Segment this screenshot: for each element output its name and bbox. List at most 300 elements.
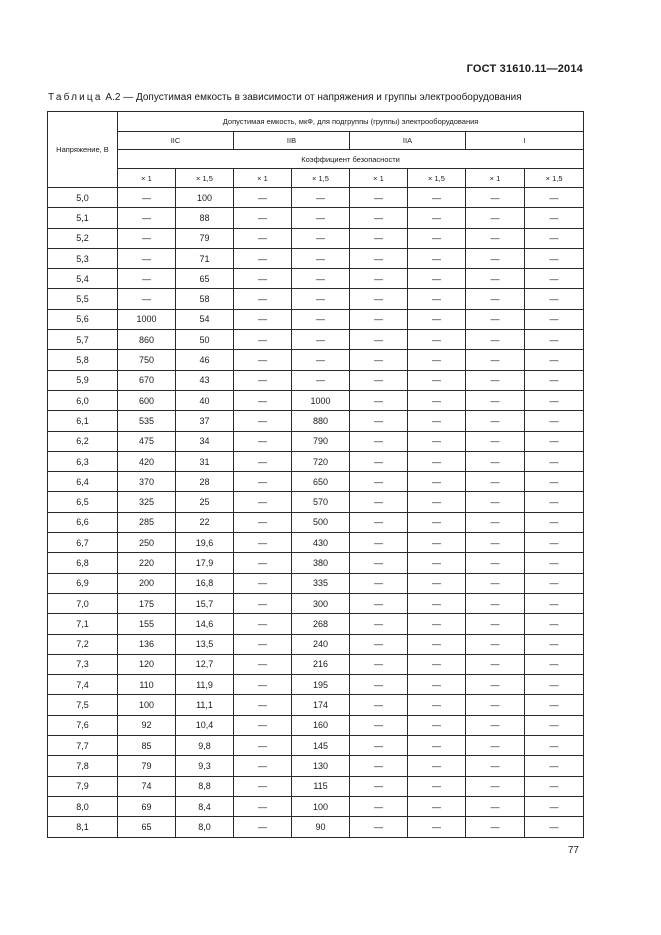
capacity-cell: 17,9 bbox=[176, 553, 234, 573]
capacity-cell: 100 bbox=[118, 695, 176, 715]
capacity-cell: — bbox=[234, 350, 292, 370]
capacity-cell: 13,5 bbox=[176, 634, 234, 654]
capacity-cell: — bbox=[466, 593, 525, 613]
caption-number: А.2 bbox=[105, 92, 121, 103]
capacity-cell: — bbox=[466, 634, 525, 654]
voltage-cell: 6,2 bbox=[48, 431, 118, 451]
capacity-cell: — bbox=[350, 350, 408, 370]
capacity-cell: — bbox=[466, 472, 525, 492]
capacity-cell: — bbox=[525, 208, 584, 228]
capacity-cell: — bbox=[408, 796, 466, 816]
capacity-cell: — bbox=[350, 289, 408, 309]
capacity-cell: 1000 bbox=[292, 390, 350, 410]
capacity-cell: — bbox=[408, 715, 466, 735]
capacity-cell: — bbox=[525, 188, 584, 208]
capacity-cell: — bbox=[408, 431, 466, 451]
capacity-cell: — bbox=[466, 614, 525, 634]
capacity-cell: 174 bbox=[292, 695, 350, 715]
capacity-cell: — bbox=[525, 533, 584, 553]
capacity-cell: — bbox=[408, 289, 466, 309]
capacity-cell: — bbox=[466, 654, 525, 674]
capacity-cell: 195 bbox=[292, 675, 350, 695]
capacity-cell: — bbox=[234, 796, 292, 816]
table-row bbox=[48, 533, 584, 553]
capacity-cell: — bbox=[234, 492, 292, 512]
capacity-cell: — bbox=[350, 675, 408, 695]
capacity-cell: — bbox=[466, 208, 525, 228]
capacity-cell: — bbox=[525, 654, 584, 674]
capacity-cell: — bbox=[350, 512, 408, 532]
capacity-cell: — bbox=[350, 228, 408, 248]
capacity-cell: — bbox=[350, 593, 408, 613]
capacity-cell: 43 bbox=[176, 370, 234, 390]
capacity-cell: — bbox=[234, 675, 292, 695]
capacity-cell: 720 bbox=[292, 451, 350, 471]
capacity-cell: — bbox=[234, 431, 292, 451]
capacity-cell: — bbox=[234, 776, 292, 796]
capacity-cell: 240 bbox=[292, 634, 350, 654]
capacity-cell: — bbox=[408, 492, 466, 512]
table-row bbox=[48, 472, 584, 492]
table-row bbox=[48, 675, 584, 695]
capacity-cell: — bbox=[350, 370, 408, 390]
capacity-cell: 650 bbox=[292, 472, 350, 492]
capacity-cell: — bbox=[408, 695, 466, 715]
table-row bbox=[48, 330, 584, 350]
capacity-cell: 500 bbox=[292, 512, 350, 532]
voltage-cell: 7,7 bbox=[48, 736, 118, 756]
voltage-cell: 6,9 bbox=[48, 573, 118, 593]
capacity-cell: — bbox=[408, 188, 466, 208]
capacity-cell: 69 bbox=[118, 796, 176, 816]
capacity-cell: — bbox=[408, 472, 466, 492]
caption-text: Допустимая емкость в зависимости от напряжения и группы электрооборудования bbox=[135, 92, 522, 103]
capacity-cell: — bbox=[350, 695, 408, 715]
capacity-cell: 90 bbox=[292, 817, 350, 837]
capacity-cell: 11,9 bbox=[176, 675, 234, 695]
capacity-cell: 200 bbox=[118, 573, 176, 593]
capacity-cell: — bbox=[234, 573, 292, 593]
capacity-cell: — bbox=[466, 188, 525, 208]
capacity-cell: — bbox=[292, 228, 350, 248]
capacity-cell: — bbox=[525, 350, 584, 370]
capacity-cell: — bbox=[234, 390, 292, 410]
capacity-cell: — bbox=[234, 654, 292, 674]
capacity-cell: 570 bbox=[292, 492, 350, 512]
factor-header: × 1 bbox=[234, 169, 292, 188]
table-row bbox=[48, 228, 584, 248]
capacity-cell: — bbox=[234, 715, 292, 735]
capacity-cell: — bbox=[350, 796, 408, 816]
capacity-cell: 88 bbox=[176, 208, 234, 228]
capacity-cell: — bbox=[525, 228, 584, 248]
capacity-cell: 71 bbox=[176, 248, 234, 268]
capacity-cell: 14,6 bbox=[176, 614, 234, 634]
capacity-cell: 28 bbox=[176, 472, 234, 492]
capacity-cell: 860 bbox=[118, 330, 176, 350]
capacity-cell: — bbox=[408, 654, 466, 674]
capacity-cell: 9,8 bbox=[176, 736, 234, 756]
capacity-cell: — bbox=[118, 248, 176, 268]
capacity-cell: — bbox=[350, 553, 408, 573]
table-row bbox=[48, 289, 584, 309]
capacity-cell: 19,6 bbox=[176, 533, 234, 553]
capacity-cell: 380 bbox=[292, 553, 350, 573]
capacity-cell: — bbox=[466, 695, 525, 715]
voltage-cell: 7,1 bbox=[48, 614, 118, 634]
capacity-cell: — bbox=[408, 390, 466, 410]
page-number: 77 bbox=[567, 845, 579, 856]
capacity-cell: — bbox=[466, 817, 525, 837]
capacity-cell: — bbox=[525, 675, 584, 695]
voltage-cell: 5,8 bbox=[48, 350, 118, 370]
capacity-cell: — bbox=[525, 695, 584, 715]
capacity-cell: — bbox=[408, 553, 466, 573]
table-row bbox=[48, 350, 584, 370]
capacity-cell: — bbox=[350, 573, 408, 593]
capacity-cell: — bbox=[408, 248, 466, 268]
capacity-cell: — bbox=[525, 756, 584, 776]
capacity-cell: — bbox=[408, 573, 466, 593]
capacity-cell: — bbox=[234, 309, 292, 329]
capacity-cell: 46 bbox=[176, 350, 234, 370]
capacity-cell: 268 bbox=[292, 614, 350, 634]
capacity-cell: — bbox=[350, 736, 408, 756]
capacity-cell: 65 bbox=[176, 269, 234, 289]
voltage-cell: 7,9 bbox=[48, 776, 118, 796]
capacity-cell: 175 bbox=[118, 593, 176, 613]
capacity-cell: — bbox=[292, 248, 350, 268]
capacity-cell: 120 bbox=[118, 654, 176, 674]
capacity-cell: — bbox=[466, 350, 525, 370]
capacity-cell: — bbox=[292, 208, 350, 228]
capacity-cell: 79 bbox=[176, 228, 234, 248]
voltage-cell: 6,1 bbox=[48, 411, 118, 431]
capacity-cell: 130 bbox=[292, 756, 350, 776]
capacity-cell: 535 bbox=[118, 411, 176, 431]
capacity-cell: 16,8 bbox=[176, 573, 234, 593]
table-body bbox=[48, 188, 584, 838]
capacity-cell: — bbox=[525, 817, 584, 837]
capacity-cell: 155 bbox=[118, 614, 176, 634]
capacity-cell: — bbox=[350, 776, 408, 796]
capacity-cell: — bbox=[234, 736, 292, 756]
factor-header: × 1,5 bbox=[292, 169, 350, 188]
capacity-cell: — bbox=[234, 533, 292, 553]
table-row bbox=[48, 431, 584, 451]
capacity-cell: — bbox=[525, 796, 584, 816]
table-row bbox=[48, 512, 584, 532]
capacity-cell: — bbox=[350, 330, 408, 350]
capacity-cell: — bbox=[408, 228, 466, 248]
capacity-cell: — bbox=[292, 370, 350, 390]
capacity-cell: — bbox=[350, 248, 408, 268]
capacity-cell: — bbox=[350, 472, 408, 492]
table-row bbox=[48, 634, 584, 654]
capacity-cell: — bbox=[350, 431, 408, 451]
capacity-cell: 216 bbox=[292, 654, 350, 674]
group-header-i: I bbox=[466, 132, 584, 150]
table-row bbox=[48, 309, 584, 329]
capacity-table bbox=[47, 111, 584, 838]
voltage-cell: 6,3 bbox=[48, 451, 118, 471]
voltage-cell: 7,3 bbox=[48, 654, 118, 674]
capacity-cell: — bbox=[234, 330, 292, 350]
capacity-cell: — bbox=[466, 228, 525, 248]
voltage-cell: 8,1 bbox=[48, 817, 118, 837]
capacity-cell: 100 bbox=[176, 188, 234, 208]
capacity-cell: — bbox=[408, 756, 466, 776]
capacity-cell: 430 bbox=[292, 533, 350, 553]
capacity-cell: 37 bbox=[176, 411, 234, 431]
table-row bbox=[48, 736, 584, 756]
capacity-cell: — bbox=[234, 188, 292, 208]
group-header-iic: IIC bbox=[118, 132, 234, 150]
table-row bbox=[48, 553, 584, 573]
capacity-cell: 115 bbox=[292, 776, 350, 796]
capacity-cell: — bbox=[350, 492, 408, 512]
capacity-cell: — bbox=[525, 593, 584, 613]
capacity-cell: 31 bbox=[176, 451, 234, 471]
capacity-cell: — bbox=[234, 634, 292, 654]
capacity-cell: — bbox=[234, 472, 292, 492]
capacity-cell: — bbox=[408, 776, 466, 796]
capacity-cell: — bbox=[466, 390, 525, 410]
capacity-cell: — bbox=[466, 248, 525, 268]
capacity-cell: — bbox=[466, 269, 525, 289]
capacity-cell: — bbox=[525, 512, 584, 532]
voltage-cell: 7,4 bbox=[48, 675, 118, 695]
capacity-cell: — bbox=[234, 269, 292, 289]
capacity-cell: — bbox=[234, 451, 292, 471]
capacity-cell: — bbox=[525, 715, 584, 735]
voltage-cell: 5,3 bbox=[48, 248, 118, 268]
table-row bbox=[48, 715, 584, 735]
group-header-iib: IIB bbox=[234, 132, 350, 150]
capacity-cell: — bbox=[466, 289, 525, 309]
capacity-cell: 8,8 bbox=[176, 776, 234, 796]
capacity-cell: — bbox=[466, 756, 525, 776]
group-header-iia: IIA bbox=[350, 132, 466, 150]
capacity-cell: 285 bbox=[118, 512, 176, 532]
capacity-cell: — bbox=[466, 553, 525, 573]
capacity-cell: 25 bbox=[176, 492, 234, 512]
capacity-cell: 220 bbox=[118, 553, 176, 573]
capacity-cell: — bbox=[525, 634, 584, 654]
capacity-cell: — bbox=[350, 309, 408, 329]
voltage-cell: 5,0 bbox=[48, 188, 118, 208]
capacity-cell: — bbox=[234, 695, 292, 715]
capacity-cell: — bbox=[408, 208, 466, 228]
voltage-cell: 6,4 bbox=[48, 472, 118, 492]
table-row bbox=[48, 269, 584, 289]
capacity-cell: 8,4 bbox=[176, 796, 234, 816]
capacity-cell: 79 bbox=[118, 756, 176, 776]
capacity-cell: — bbox=[466, 675, 525, 695]
voltage-cell: 5,1 bbox=[48, 208, 118, 228]
capacity-cell: — bbox=[466, 796, 525, 816]
capacity-cell: — bbox=[408, 330, 466, 350]
voltage-header: Напряжение, В bbox=[48, 112, 118, 188]
voltage-cell: 7,8 bbox=[48, 756, 118, 776]
capacity-cell: — bbox=[466, 492, 525, 512]
capacity-cell: 65 bbox=[118, 817, 176, 837]
capacity-cell: 750 bbox=[118, 350, 176, 370]
capacity-cell: — bbox=[292, 188, 350, 208]
capacity-cell: — bbox=[466, 512, 525, 532]
table-row bbox=[48, 248, 584, 268]
voltage-cell: 7,6 bbox=[48, 715, 118, 735]
capacity-header: Допустимая емкость, мкФ, для подгруппы (группы) электрооборудования bbox=[118, 112, 584, 132]
capacity-cell: — bbox=[525, 269, 584, 289]
capacity-cell: 50 bbox=[176, 330, 234, 350]
capacity-cell: 40 bbox=[176, 390, 234, 410]
capacity-cell: — bbox=[350, 614, 408, 634]
capacity-cell: — bbox=[525, 431, 584, 451]
capacity-cell: — bbox=[408, 309, 466, 329]
capacity-cell: — bbox=[408, 370, 466, 390]
capacity-cell: — bbox=[525, 472, 584, 492]
capacity-cell: 9,3 bbox=[176, 756, 234, 776]
capacity-cell: — bbox=[466, 431, 525, 451]
capacity-cell: — bbox=[118, 208, 176, 228]
voltage-cell: 5,4 bbox=[48, 269, 118, 289]
capacity-cell: — bbox=[350, 188, 408, 208]
capacity-cell: 670 bbox=[118, 370, 176, 390]
capacity-cell: 74 bbox=[118, 776, 176, 796]
voltage-cell: 5,6 bbox=[48, 309, 118, 329]
capacity-cell: — bbox=[466, 451, 525, 471]
capacity-cell: — bbox=[408, 269, 466, 289]
table-row bbox=[48, 411, 584, 431]
capacity-cell: 145 bbox=[292, 736, 350, 756]
capacity-cell: — bbox=[408, 593, 466, 613]
capacity-cell: — bbox=[350, 390, 408, 410]
capacity-cell: 160 bbox=[292, 715, 350, 735]
capacity-cell: — bbox=[466, 370, 525, 390]
capacity-cell: — bbox=[408, 817, 466, 837]
caption-dash: — bbox=[123, 92, 134, 103]
voltage-cell: 7,5 bbox=[48, 695, 118, 715]
capacity-cell: 790 bbox=[292, 431, 350, 451]
capacity-cell: 420 bbox=[118, 451, 176, 471]
capacity-cell: 22 bbox=[176, 512, 234, 532]
capacity-cell: — bbox=[466, 330, 525, 350]
voltage-cell: 6,5 bbox=[48, 492, 118, 512]
capacity-cell: 8,0 bbox=[176, 817, 234, 837]
voltage-cell: 5,7 bbox=[48, 330, 118, 350]
capacity-cell: 92 bbox=[118, 715, 176, 735]
capacity-cell: — bbox=[525, 553, 584, 573]
capacity-cell: — bbox=[234, 817, 292, 837]
voltage-cell: 7,2 bbox=[48, 634, 118, 654]
table-row bbox=[48, 370, 584, 390]
capacity-cell: 250 bbox=[118, 533, 176, 553]
caption-label: Таблица bbox=[48, 92, 103, 103]
capacity-cell: — bbox=[408, 512, 466, 532]
table-row bbox=[48, 573, 584, 593]
capacity-cell: — bbox=[350, 411, 408, 431]
voltage-cell: 6,8 bbox=[48, 553, 118, 573]
capacity-cell: — bbox=[234, 248, 292, 268]
table-row bbox=[48, 451, 584, 471]
capacity-cell: — bbox=[466, 573, 525, 593]
table-row bbox=[48, 390, 584, 410]
capacity-cell: 15,7 bbox=[176, 593, 234, 613]
capacity-cell: — bbox=[525, 370, 584, 390]
capacity-cell: 10,4 bbox=[176, 715, 234, 735]
capacity-cell: 1000 bbox=[118, 309, 176, 329]
capacity-cell: — bbox=[466, 736, 525, 756]
capacity-cell: 110 bbox=[118, 675, 176, 695]
capacity-cell: — bbox=[234, 756, 292, 776]
capacity-cell: — bbox=[350, 654, 408, 674]
capacity-cell: — bbox=[408, 675, 466, 695]
table-row bbox=[48, 695, 584, 715]
factor-header: × 1,5 bbox=[525, 169, 584, 188]
voltage-cell: 6,6 bbox=[48, 512, 118, 532]
capacity-cell: — bbox=[408, 736, 466, 756]
capacity-cell: 880 bbox=[292, 411, 350, 431]
table-row bbox=[48, 492, 584, 512]
capacity-cell: — bbox=[466, 533, 525, 553]
capacity-cell: — bbox=[118, 269, 176, 289]
capacity-cell: — bbox=[350, 817, 408, 837]
capacity-cell: — bbox=[408, 614, 466, 634]
table-row bbox=[48, 796, 584, 816]
capacity-cell: — bbox=[292, 309, 350, 329]
capacity-cell: — bbox=[350, 715, 408, 735]
factor-header: × 1,5 bbox=[176, 169, 234, 188]
capacity-cell: — bbox=[234, 228, 292, 248]
capacity-cell: — bbox=[234, 289, 292, 309]
capacity-cell: — bbox=[525, 736, 584, 756]
capacity-cell: — bbox=[350, 756, 408, 776]
capacity-cell: — bbox=[234, 411, 292, 431]
capacity-cell: 600 bbox=[118, 390, 176, 410]
capacity-cell: — bbox=[234, 593, 292, 613]
table-row bbox=[48, 654, 584, 674]
capacity-cell: 300 bbox=[292, 593, 350, 613]
capacity-cell: — bbox=[466, 715, 525, 735]
capacity-cell: — bbox=[525, 289, 584, 309]
capacity-cell: — bbox=[525, 776, 584, 796]
capacity-cell: — bbox=[234, 553, 292, 573]
capacity-cell: — bbox=[525, 248, 584, 268]
capacity-cell: 85 bbox=[118, 736, 176, 756]
capacity-cell: — bbox=[350, 451, 408, 471]
factor-header: × 1,5 bbox=[408, 169, 466, 188]
capacity-cell: — bbox=[408, 634, 466, 654]
capacity-cell: — bbox=[292, 330, 350, 350]
capacity-cell: — bbox=[350, 269, 408, 289]
capacity-cell: — bbox=[234, 208, 292, 228]
capacity-cell: — bbox=[525, 330, 584, 350]
capacity-cell: — bbox=[525, 451, 584, 471]
capacity-cell: 34 bbox=[176, 431, 234, 451]
capacity-cell: 370 bbox=[118, 472, 176, 492]
voltage-cell: 6,7 bbox=[48, 533, 118, 553]
capacity-cell: 58 bbox=[176, 289, 234, 309]
voltage-cell: 5,5 bbox=[48, 289, 118, 309]
table-header bbox=[48, 112, 584, 188]
capacity-cell: — bbox=[118, 289, 176, 309]
capacity-cell: — bbox=[292, 269, 350, 289]
capacity-cell: — bbox=[525, 492, 584, 512]
capacity-cell: — bbox=[466, 411, 525, 431]
table-caption bbox=[48, 92, 522, 103]
table-row bbox=[48, 208, 584, 228]
